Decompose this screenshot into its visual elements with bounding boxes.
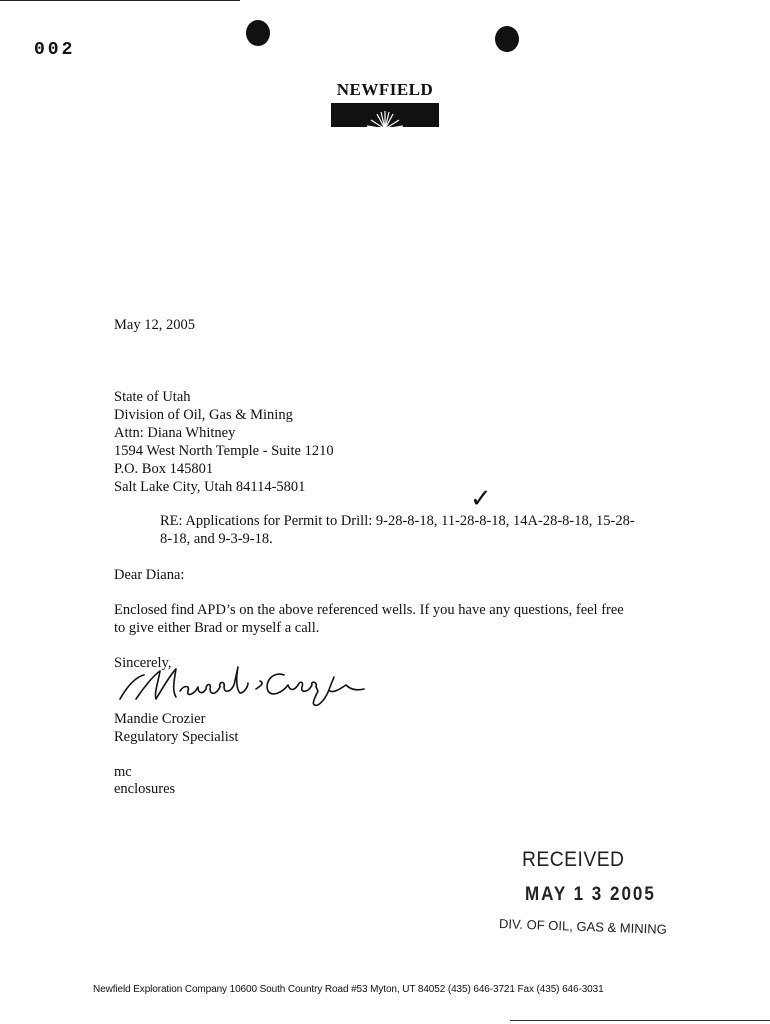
body-line-2: to give either Brad or myself a call. xyxy=(114,620,320,636)
punch-hole-left xyxy=(246,20,270,46)
recipient-line: 1594 West North Temple - Suite 1210 xyxy=(114,443,334,459)
recipient-line: P.O. Box 145801 xyxy=(114,461,214,477)
re-line-2: 8-18, and 9-3-9-18. xyxy=(160,531,273,547)
salutation: Dear Diana: xyxy=(114,567,185,583)
signer-title: Regulatory Specialist xyxy=(114,729,239,745)
recipient-line: State of Utah xyxy=(114,389,191,405)
enclosures-note: enclosures xyxy=(114,781,176,797)
fax-top-edge-line xyxy=(0,0,240,1)
check-mark-icon: ✓ xyxy=(470,484,492,514)
recipient-line: Salt Lake City, Utah 84114-5801 xyxy=(114,479,306,495)
closing: Sincerely, xyxy=(114,655,172,671)
company-logo-sunburst-icon xyxy=(331,103,439,130)
recipient-line: Division of Oil, Gas & Mining xyxy=(114,407,293,423)
body-line-1: Enclosed find APD’s on the above referenced wells. If you have any questions, feel free xyxy=(114,602,624,618)
received-stamp-division: DIV. OF OIL, GAS & MINING xyxy=(498,916,668,937)
received-stamp-date: MAY 1 3 2005 xyxy=(525,882,656,905)
punch-hole-right xyxy=(495,26,519,52)
letter-date: May 12, 2005 xyxy=(114,317,195,333)
typist-initials: mc xyxy=(114,764,132,780)
received-stamp-title: RECEIVED xyxy=(522,848,625,871)
fax-page-number: 002 xyxy=(34,40,76,60)
signer-name: Mandie Crozier xyxy=(114,711,206,727)
re-line-1: RE: Applications for Permit to Drill: 9-28-8-18, 11-28-8-18, 14A-28-8-18, 15-28- xyxy=(160,513,635,529)
recipient-address xyxy=(114,388,334,496)
fax-bottom-edge-line xyxy=(510,1020,770,1021)
company-logo-name: NEWFIELD xyxy=(336,80,434,99)
recipient-line: Attn: Diana Whitney xyxy=(114,425,236,441)
company-footer: Newfield Exploration Company 10600 South Country Road #53 Myton, UT 84052 (435) 646-3721 Fax (435) 646-3031 xyxy=(93,984,604,995)
